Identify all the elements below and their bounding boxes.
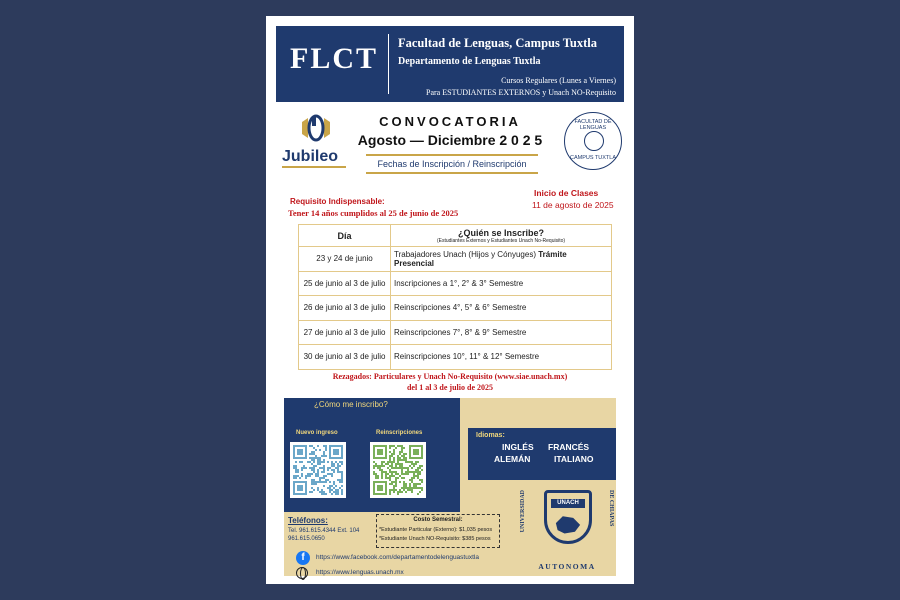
row-dia: 27 de junio al 3 de julio: [299, 320, 391, 345]
globe-icon[interactable]: [296, 567, 308, 579]
unach-emblem: [518, 486, 616, 576]
row-quien: Reinscripciones 7°, 8° & 9° Semestre: [391, 320, 612, 345]
telefonos-label: Teléfonos:: [288, 516, 328, 525]
course-schedule-note: Cursos Regulares (Lunes a Viernes): [501, 76, 616, 85]
row-quien-bold: Trámite Presencial: [394, 249, 567, 268]
seal-top-text: FACULTAD DE LENGUAS: [574, 119, 612, 131]
costo-box: [376, 514, 500, 548]
costo-line1: *Estudiante Particular (Externo): $1,035 pesos: [379, 527, 493, 533]
header-dia: Día: [299, 225, 391, 247]
seal-core: [584, 131, 604, 151]
header-divider: [388, 34, 389, 94]
table-row: [299, 247, 612, 272]
row-quien: [391, 247, 612, 272]
table-row: [299, 296, 612, 321]
fechas-subtitle: Fechas de Inscripción / Reinscripción: [366, 154, 538, 174]
idiomas-label: Idiomas:: [476, 432, 505, 439]
seal-bottom-text: CAMPUS TUXTLA: [569, 155, 617, 161]
language-item: FRANCÉS: [548, 442, 590, 452]
row-dia: 30 de junio al 3 de julio: [299, 345, 391, 370]
costo-label: Costo Semestral:: [413, 517, 463, 523]
header-quien: [391, 225, 612, 247]
faculty-abbreviation: FLCT: [290, 42, 379, 75]
language-item: ITALIANO: [554, 454, 594, 464]
chiapas-map-icon: [550, 511, 586, 537]
row-quien: Reinscripciones 10°, 11° & 12° Semestre: [391, 345, 612, 370]
table-header-row: [299, 225, 612, 247]
row-quien: Inscripciones a 1°, 2° & 3° Semestre: [391, 271, 612, 296]
language-item: INGLÉS: [502, 442, 534, 452]
emblem-badge-text: UNACH: [551, 499, 585, 508]
howto-title: ¿Cómo me inscribo?: [314, 400, 388, 409]
facebook-icon[interactable]: f: [296, 551, 310, 565]
telefono-line2: 961.615.0650: [288, 536, 325, 542]
jubileo-wordmark: Jubileo: [282, 148, 339, 165]
inicio-value: 11 de agosto de 2025: [532, 200, 614, 210]
unach-shield-icon: [544, 490, 592, 544]
row-dia: 26 de junio al 3 de julio: [299, 296, 391, 321]
language-item: ALEMÁN: [494, 454, 531, 464]
requisito-label: Requisito Indispensable:: [290, 197, 385, 206]
convocatoria-title: CONVOCATORIA: [379, 114, 521, 129]
header-banner: [276, 26, 624, 102]
row-quien: Reinscripciones 4°, 5° & 6° Semestre: [391, 296, 612, 321]
qr-code-graphic: [293, 445, 343, 495]
emblem-left-text: UNIVERSIDAD: [520, 490, 526, 533]
qr-reinscription-icon[interactable]: [370, 442, 426, 498]
table-row: [299, 345, 612, 370]
emblem-bottom-text: AUTONOMA: [538, 562, 596, 571]
rezagados-line1: Rezagados: Particulares y Unach No-Requisito (www.siae.unach.mx): [332, 372, 568, 381]
qr-reinscription-label: Reinscripciones: [376, 430, 423, 436]
inicio-label: Inicio de Clases: [534, 188, 599, 198]
requisito-value: Tener 14 años cumplidos al 25 de junio de 2025: [288, 208, 459, 218]
rezagados-line2: del 1 al 3 de julio de 2025: [406, 383, 493, 392]
costo-line2: *Estudiante Unach NO-Requisito: $385 pesos: [379, 536, 491, 542]
table-row: [299, 271, 612, 296]
faculty-seal-icon: [564, 112, 622, 170]
audience-note: Para ESTUDIANTES EXTERNOS y Unach NO-Requisito: [426, 88, 616, 97]
department-name: Departamento de Lenguas Tuxtla: [398, 56, 541, 67]
row-quien-text: Trabajadores Unach (Hijos y Cónyuges): [394, 249, 536, 259]
row-dia: 23 y 24 de junio: [299, 247, 391, 272]
table-row: [299, 320, 612, 345]
jubileo-underline: [282, 166, 346, 168]
faculty-name: Facultad de Lenguas, Campus Tuxtla: [398, 36, 598, 50]
qr-new-label: Nuevo ingreso: [296, 430, 338, 436]
lower-panel: [284, 398, 616, 576]
website-link[interactable]: https://www.lenguas.unach.mx: [316, 569, 404, 576]
facebook-link[interactable]: https://www.facebook.com/departamentodelenguastuxtla: [316, 554, 479, 561]
header-quien-note: (Estudiantes Externos y Estudiantes Unach No-Requisito): [436, 237, 566, 244]
schedule-table: [298, 224, 612, 370]
poster-sheet: [266, 16, 634, 584]
qr-code-graphic: [373, 445, 423, 495]
howto-panel: [284, 398, 460, 512]
header-quien-label: ¿Quién se Inscribe?: [457, 227, 545, 238]
row-dia: 25 de junio al 3 de julio: [299, 271, 391, 296]
qr-new-enrollment-icon[interactable]: [290, 442, 346, 498]
emblem-right-text: DE CHIAPAS: [608, 490, 614, 527]
convocatoria-period: Agosto — Diciembre 2 0 2 5: [357, 132, 543, 148]
telefono-line1: Tel. 961.615.4344 Ext. 104: [288, 528, 360, 534]
